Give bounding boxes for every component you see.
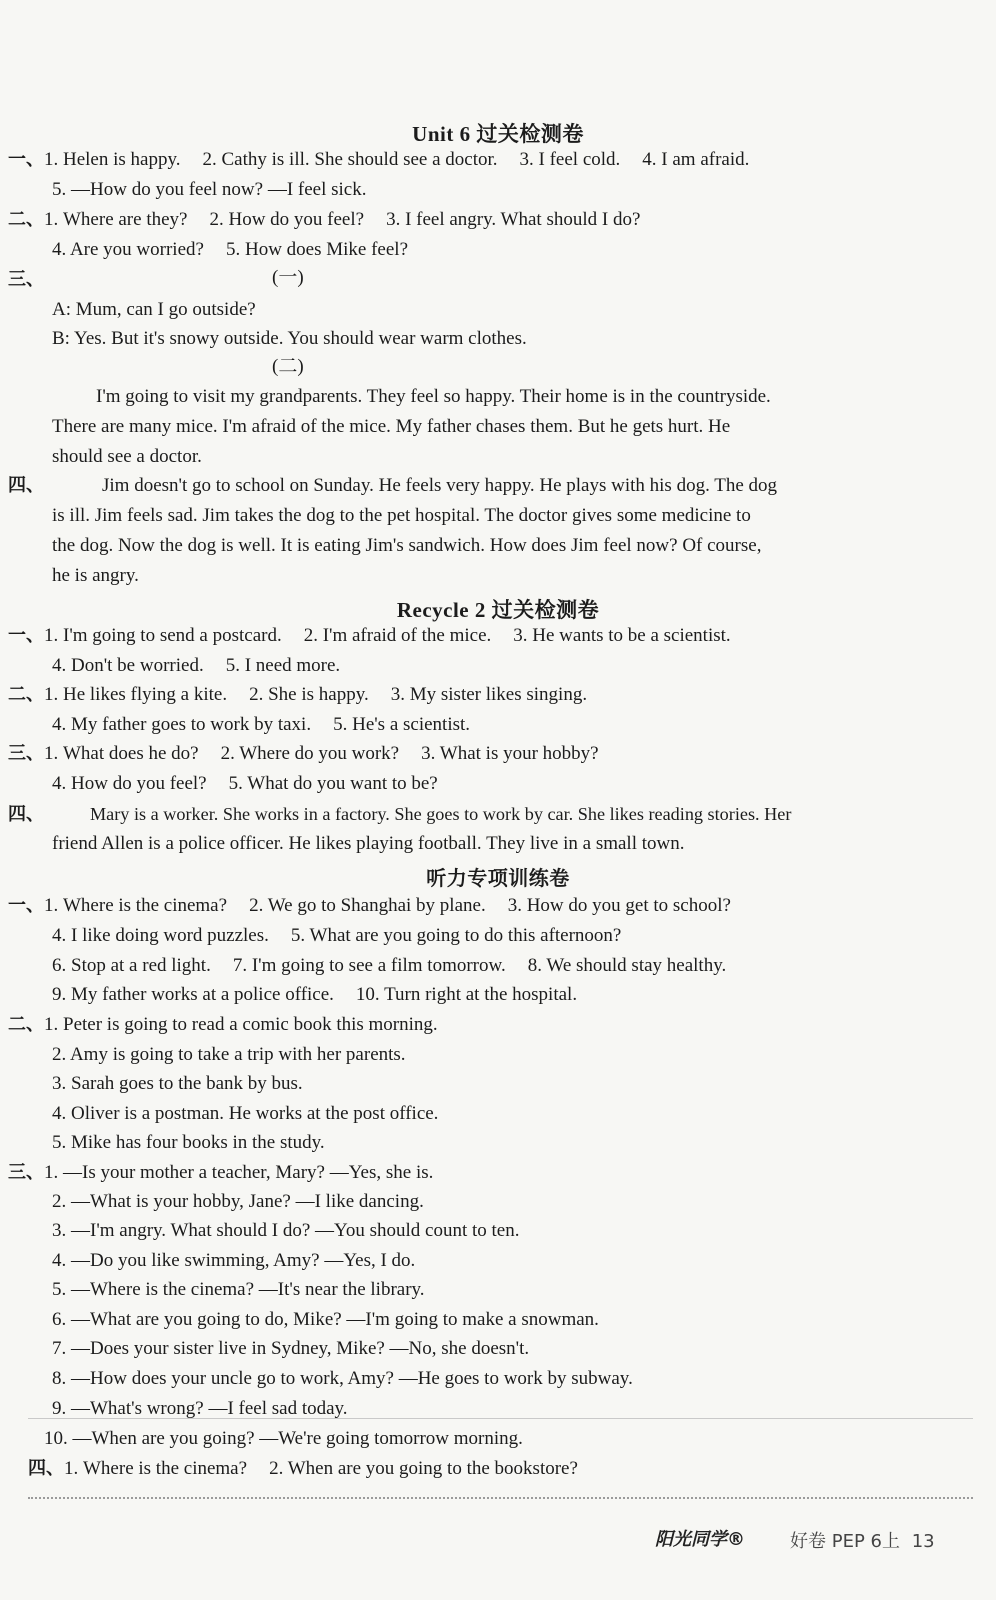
answer-item: 7. I'm going to see a film tomorrow. <box>232 955 506 976</box>
answer-item: 7. —Does your sister live in Sydney, Mike? —No, she doesn't. <box>52 1338 530 1359</box>
answer-item: 3. Sarah goes to the bank by bus. <box>52 1073 303 1094</box>
section-label: 一、 <box>8 149 44 170</box>
footer-book-info <box>790 1527 935 1553</box>
answer-item: 2. Where do you work? <box>220 743 400 764</box>
answer-item: 9. —What's wrong? —I feel sad today. <box>52 1398 348 1419</box>
answer-item: 1. —Is your mother a teacher, Mary? —Yes, she is. <box>44 1162 434 1183</box>
unit6-title: Unit 6 过关检测卷 <box>412 122 584 146</box>
listening-s1-row3 <box>52 954 726 978</box>
section-label: 三、 <box>8 743 44 764</box>
answer-item: 3. —I'm angry. What should I do? —You should count to ten. <box>52 1220 520 1241</box>
answer-item: 1. Where is the cinema? <box>64 1458 248 1479</box>
unit6-s1-row1 <box>8 148 749 172</box>
answer-item: 9. My father works at a police office. <box>52 984 334 1005</box>
section-label: 四、 <box>28 1458 64 1479</box>
answer-item: 6. —What are you going to do, Mike? —I'm going to make a snowman. <box>52 1309 599 1330</box>
recycle2-s4-row1 <box>8 802 791 827</box>
answer-item: 2. How do you feel? <box>209 209 365 230</box>
answer-item: 10. —When are you going? —We're going tomorrow morning. <box>44 1428 523 1449</box>
dialog-line: B: Yes. But it's snowy outside. You should wear warm clothes. <box>52 328 527 349</box>
unit6-s3-label <box>8 268 44 292</box>
answer-item: 2. I'm afraid of the mice. <box>303 625 492 646</box>
page-number: 13 <box>911 1531 935 1552</box>
book-name: 好卷 PEP 6上 <box>790 1531 900 1552</box>
answer-item: 4. Don't be worried. <box>52 655 204 676</box>
answer-item: 4. How do you feel? <box>52 773 207 794</box>
recycle2-s3-row1 <box>8 742 599 766</box>
answer-item: 1. What does he do? <box>44 743 199 764</box>
passage-line: Jim doesn't go to school on Sunday. He feels very happy. He plays with his dog. The dog <box>102 475 778 496</box>
answer-item: 4. Are you worried? <box>52 239 204 260</box>
section-label: 二、 <box>8 209 44 230</box>
listening-title: 听力专项训练卷 <box>426 866 570 890</box>
answer-item: 4. —Do you like swimming, Amy? —Yes, I do. <box>52 1250 416 1271</box>
answer-item: 2. She is happy. <box>249 684 369 705</box>
passage-line: he is angry. <box>52 565 139 586</box>
answer-item: 3. I feel cold. <box>519 149 621 170</box>
unit6-s3-sub1: (一) <box>272 267 304 288</box>
answer-item: 1. Peter is going to read a comic book this morning. <box>44 1014 438 1035</box>
section-label: 三、 <box>8 269 44 290</box>
answer-item: 5. What do you want to be? <box>228 773 438 794</box>
listening-s3-row1 <box>8 1161 433 1185</box>
dialog-line: A: Mum, can I go outside? <box>52 299 256 320</box>
answer-item: 2. When are you going to the bookstore? <box>269 1458 578 1479</box>
section-label: 二、 <box>8 1014 44 1035</box>
answer-item: 1. Helen is happy. <box>44 149 181 170</box>
passage-line: I'm going to visit my grandparents. They feel so happy. Their home is in the countryside. <box>96 386 771 407</box>
section-label: 一、 <box>8 625 44 646</box>
unit6-s4-row1 <box>8 474 777 498</box>
answer-item: 4. My father goes to work by taxi. <box>52 714 312 735</box>
section-label: 四、 <box>8 475 44 496</box>
passage-line: friend Allen is a police officer. He likes playing football. They live in a small town. <box>52 833 685 854</box>
passage-line: Mary is a worker. She works in a factory. She goes to work by car. She likes reading stories. Her <box>90 804 792 824</box>
answer-item: 5. Mike has four books in the study. <box>52 1132 325 1153</box>
answer-item: 2. —What is your hobby, Jane? —I like dancing. <box>52 1191 424 1212</box>
section-label: 四、 <box>8 804 44 825</box>
answer-item: 4. Oliver is a postman. He works at the post office. <box>52 1103 439 1124</box>
answer-item: 5. —Where is the cinema? —It's near the library. <box>52 1279 425 1300</box>
unit6-s1-row2 <box>52 178 366 202</box>
unit6-s2-row1 <box>8 208 640 232</box>
listening-s1-row2 <box>52 924 621 948</box>
answer-item: 2. Amy is going to take a trip with her parents. <box>52 1044 406 1065</box>
section-label: 三、 <box>8 1162 44 1183</box>
section-label: 二、 <box>8 684 44 705</box>
listening-s1-row4 <box>52 983 577 1007</box>
answer-item: 2. We go to Shanghai by plane. <box>249 895 486 916</box>
answer-item: 1. He likes flying a kite. <box>44 684 228 705</box>
section-label: 一、 <box>8 895 44 916</box>
answer-item: 3. My sister likes singing. <box>390 684 588 705</box>
answer-item: 2. Cathy is ill. She should see a doctor. <box>202 149 498 170</box>
recycle2-s1-row2 <box>52 654 340 678</box>
recycle2-s2-row1 <box>8 683 587 707</box>
answer-item: 8. We should stay healthy. <box>527 955 727 976</box>
brand-logo: 阳光同学® <box>655 1529 745 1550</box>
answer-item: 4. I am afraid. <box>642 149 750 170</box>
answer-item: 1. Where is the cinema? <box>44 895 228 916</box>
answer-item: 10. Turn right at the hospital. <box>355 984 578 1005</box>
answer-item: 8. —How does your uncle go to work, Amy? —He goes to work by subway. <box>52 1368 633 1389</box>
listening-s1-row1 <box>8 894 731 918</box>
footer-dotted-line <box>28 1497 973 1499</box>
passage-line: There are many mice. I'm afraid of the mice. My father chases them. But he gets hurt. He <box>52 416 731 437</box>
passage-line: is ill. Jim feels sad. Jim takes the dog to the pet hospital. The doctor gives some medicine to <box>52 505 751 526</box>
recycle2-title: Recycle 2 过关检测卷 <box>396 598 600 622</box>
answer-item: 3. He wants to be a scientist. <box>513 625 731 646</box>
answer-item: 5. —How do you feel now? —I feel sick. <box>52 179 367 200</box>
answer-item: 5. What are you going to do this afternoon? <box>290 925 622 946</box>
answer-item: 6. Stop at a red light. <box>52 955 211 976</box>
listening-s2-row1 <box>8 1013 438 1037</box>
answer-item: 3. How do you get to school? <box>507 895 731 916</box>
unit6-s2-row2 <box>52 238 408 262</box>
passage-line: should see a doctor. <box>52 446 202 467</box>
answer-item: 3. What is your hobby? <box>421 743 599 764</box>
answer-item: 5. How does Mike feel? <box>225 239 408 260</box>
answer-item: 3. I feel angry. What should I do? <box>386 209 641 230</box>
answer-item: 1. I'm going to send a postcard. <box>44 625 282 646</box>
answer-item: 1. Where are they? <box>44 209 188 230</box>
answer-item: 5. He's a scientist. <box>333 714 471 735</box>
recycle2-s3-row2 <box>52 772 438 796</box>
listening-s4-row1 <box>28 1457 578 1481</box>
recycle2-s1-row1 <box>8 624 731 648</box>
passage-line: the dog. Now the dog is well. It is eating Jim's sandwich. How does Jim feel now? Of course, <box>52 535 762 556</box>
answer-item: 5. I need more. <box>225 655 341 676</box>
recycle2-s2-row2 <box>52 713 470 737</box>
unit6-s3-sub2: (二) <box>272 356 304 377</box>
answer-item: 4. I like doing word puzzles. <box>52 925 269 946</box>
